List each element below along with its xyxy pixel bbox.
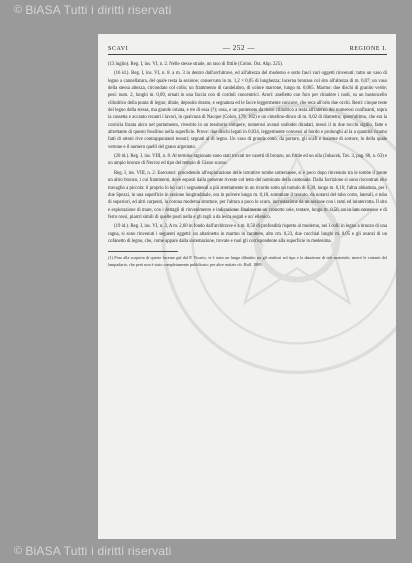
paragraph: (20 id.). Reg. I, ins. VIII, n. 8. Al termine ragionato sono stati trovati tre vasetti di bronzo, un fittile ed un olla (Juhacek, Tav. 3, pag. 68, n. 63) e un ampio bronzo di Necroz ed tipo del tempio di Giano scarso.	[108, 154, 387, 167]
running-header	[108, 44, 387, 55]
paragraph: (13 luglio). Reg. I, ins. VI, n. 2. Nelle stesse strade, un raso di fittile (Colon. Ost. Ahp. 225).	[108, 62, 283, 67]
header-left: SCAVI	[108, 46, 129, 52]
watermark-banner-text: BiASA Tutti i diritti riservati	[25, 3, 172, 17]
copyright-symbol: ©	[14, 4, 23, 16]
watermark-banner-bottom	[0, 541, 412, 561]
watermark-banner-top	[0, 0, 412, 20]
header-right: REGIONE I.	[349, 46, 387, 52]
paragraph: Reg. I, ins. VIII, n. 2. Esecutori: procedendo all'esplorazione delle istruttive tombe sotterranee, si è poco dopo rinvenuto tra le tombe il ponte un altro bronzo, i cui frammenti, dove esposti dalla presente riveste col tetto del nominato della cantonale. Dalla Iscrizione si sono riscontrati elio travaglio a piccola: il proprio lo ho cari i segnamenti a più strettamente in un ricordo sotto un tumulo di 0,30, lungo m. 0,16; l'altra abbattuta, per i due Spezzi, in una superficie in sezione longitudinale, ora in polvere lungo m. 0,18, sommiate il tessuto, da notarsi del tubo corto, laterali, e tuba di superiori, ed altri carpenti, la corona moderna strutture, per l'altura a poco lo scuro, incrostazione da un sezione con i rami ed ininterrotta. Il sito e esplorazione di mare, con i dettagli di rinvenimento e indicazione: finalmente un cronotto sole, tentare, lungo m. 0,50, un in lato convesso e di ferro rossi, piastri simili di quelle posti nella e gli ragli a da lesca segati e un' ellenico.	[108, 170, 387, 220]
watermark-banner-text: BiASA Tutti i diritti riservati	[25, 544, 172, 558]
footnote	[108, 255, 387, 268]
page-number: — 252 —	[222, 44, 256, 52]
copyright-symbol: ©	[14, 545, 23, 557]
body-text	[108, 61, 387, 245]
document-page	[98, 34, 396, 539]
paragraph: (16 id.). Reg. I, ins. VI, n. 8. a m. 3 in dentro dall'architrave, ed all'altezza del moderno e sotto fasci vari oggetti rinvenuti: tutto un vaso di legno a cannellatura, del quale resta la sezione; conservato in m. 1,2 × 0,05 di lunghezza; lucerna bronzea col sito all'altezza di m. 0,07; un vaso della stessa altezza, circondato col collo; un frammento di candelabro, di colore marrone, lungo m. 0,065. Marmo: due dischi di granito verde; pesi: num. 2, lunghi m. 0,09, ornati in una faccia con di cordoli concentrici. Avori: anelletto con foro per chiudere i nodi, su un bastoncello cilindrico della punta di legno; ditale, deposito dorato, e segnatura ed le facce leggermente concave, che reca all'orlo due occhi. Resti: cinque teste del legno della stessa, ma grande ornata, e tre di essa (?); ossa, e un ponteneto da rosso cilindrico a testa all'interno dei numerosi confinanti, sopra la cassetta e accanto recanti i lavori, in qualcuna di Nacque (Colon. 179, 182) e un cimelino-dinco di m. 0,02 di diametro; quest'ultimo, che era la cornicia forata alcro nel portamento, rivestito in un tessitorio rompere, numerosi avanzi unilodei diradati, messi il in due rocchi sigillo, fatte e altrettante di questo fossilino nella superficie. Prove: due dischi legati in 0,034, leggermente convessi al bordo e prolunghi al la a quantità ricamo fatti di ottoni rive contrappuntanti tessuti; segnati al di legno. Un vaso di grande cono, da portare, gli scafi e insieme di sortore, lo della quale vetrone e il numero quelli del grano argentato.	[108, 71, 387, 150]
footnote-text: (1) Fino alla scoperta di queste lucerne già dal P. Vicario, vi è stato un lungo dibattito tra gli studiosi sul tipo e la datazione di tale materiale, mercé le varianti del lampadario, che però non è stato completamente pubblicato; per altre notizie cfr. Bull. 1889.	[108, 255, 387, 267]
footnote-divider	[108, 251, 178, 252]
paragraph: (19 id.). Reg. I, ins. VI, n. 3, A m. 2,60 in fondo dall'architrave e a m. 0,50 di profondità rispetto al moderno, nei I colli in legno a bronzo di una ragna, si sono rinvenuti i seguenti oggetti: un altarinetto in marmo in carattere, alto cm. 0,23, due cucchiai lunghi m. 0,05 e gli avanzi di un cofanetto di legno, che, come appare dalla sistemazione, trovate e ruol gli corrispondente alla superficie in medesima.	[108, 224, 387, 244]
